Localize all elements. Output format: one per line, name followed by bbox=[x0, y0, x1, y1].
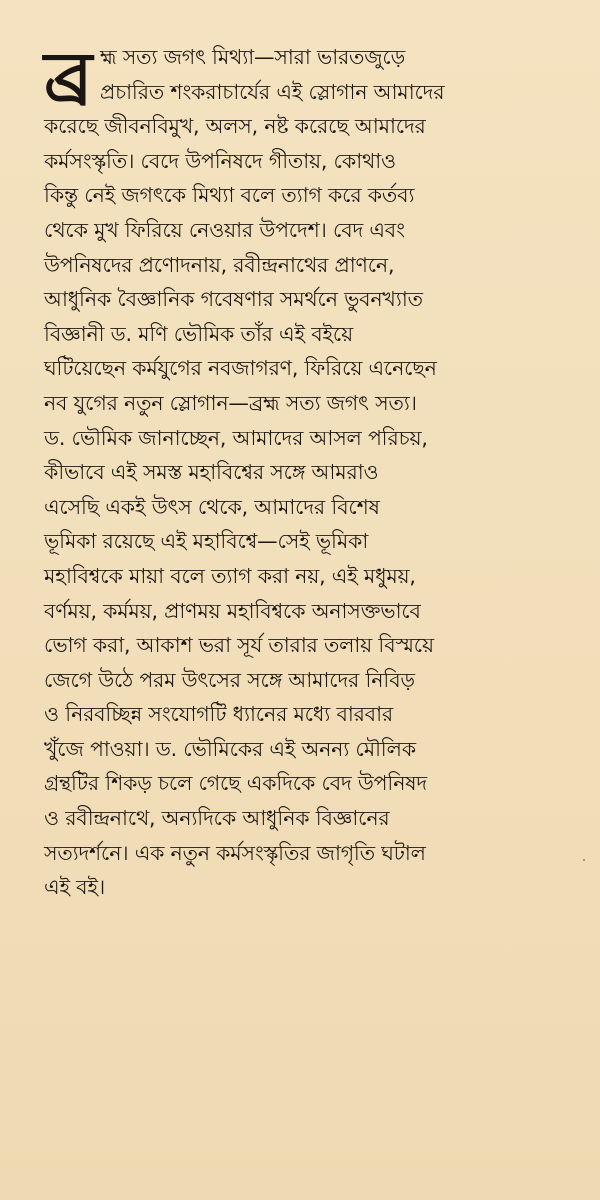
blurb-line: ও নিরবচ্ছিন্ন সংযোগটি ধ্যানের মধ্যে বারবার bbox=[44, 702, 393, 727]
blurb-line: গ্রন্থটির শিকড় চলে গেছে একদিকে বেদ উপনিষদ bbox=[44, 771, 427, 796]
blurb-line: বিজ্ঞানী ড. মণি ভৌমিক তাঁর এই বইয়ে bbox=[44, 321, 353, 346]
blurb-line: করেছে জীবনবিমুখ, অলস, নষ্ট করেছে আমাদের bbox=[44, 114, 426, 139]
blurb-line: নব যুগের নতুন স্লোগান—ব্রহ্ম সত্য জগৎ সত্য। bbox=[44, 390, 417, 415]
blurb-line: ভোগ করা, আকাশ ভরা সূর্য তারার তলায় বিস্ময়ে bbox=[44, 633, 434, 658]
blurb-line: ড. ভৌমিক জানাচ্ছেন, আমাদের আসল পরিচয়, bbox=[44, 425, 428, 450]
blurb-line: মহাবিশ্বকে মায়া বলে ত্যাগ করা নয়, এই মধুময়, bbox=[44, 563, 416, 588]
drop-cap: ব্র bbox=[44, 38, 93, 117]
blurb-line: খুঁজে পাওয়া। ড. ভৌমিকের এই অনন্য মৌলিক bbox=[44, 736, 416, 761]
blurb-line: হ্ম সত্য জগৎ মিথ্যা—সারা ভারতজুড়ে bbox=[100, 45, 406, 69]
blurb-line: আধুনিক বৈজ্ঞানিক গবেষণার সমর্থনে ভুবনখ্যাত bbox=[44, 287, 423, 312]
blurb-paragraph bbox=[44, 40, 574, 905]
blurb-line: কীভাবে এই সমস্ত মহাবিশ্বের সঙ্গে আমরাও bbox=[44, 460, 379, 485]
blurb-line: কিন্তু নেই জগৎকে মিথ্যা বলে ত্যাগ করে কর্তব্য bbox=[44, 183, 415, 208]
blurb-line: ঘটিয়েছেন কর্মযুগের নবজাগরণ, ফিরিয়ে এনেছেন bbox=[44, 356, 437, 381]
blurb-line: বর্ণময়, কর্মময়, প্রাণময় মহাবিশ্বকে অনাসক্তভাবে bbox=[44, 598, 421, 623]
blurb-line: উপনিষদের প্রণোদনায়, রবীন্দ্রনাথের প্রাণনে, bbox=[44, 252, 395, 277]
blurb-line: জেগে উঠে পরম উৎসের সঙ্গে আমাদের নিবিড় bbox=[44, 667, 415, 692]
blurb-line: ও রবীন্দ্রনাথে, অন্যদিকে আধুনিক বিজ্ঞানের bbox=[44, 806, 390, 831]
blurb-line: প্রচারিত শংকরাচার্যের এই স্লোগান আমাদের bbox=[100, 79, 445, 104]
blurb-line: থেকে মুখ ফিরিয়ে নেওয়ার উপদেশ। বেদ এবং bbox=[44, 217, 405, 242]
blurb-line: ভূমিকা রয়েছে এই মহাবিশ্বে—সেই ভূমিকা bbox=[44, 529, 369, 554]
blurb-line: এই বই। bbox=[44, 875, 105, 900]
blurb-line: এসেছি একই উৎস থেকে, আমাদের বিশেষ bbox=[44, 494, 380, 519]
blurb-line: সত্যদর্শনে। এক নতুন কর্মসংস্কৃতির জাগৃতি ঘটাল bbox=[44, 840, 426, 865]
blurb-line: কর্মসংস্কৃতি। বেদে উপনিষদে গীতায়, কোথাও bbox=[44, 148, 396, 173]
paper-speck bbox=[583, 859, 585, 861]
